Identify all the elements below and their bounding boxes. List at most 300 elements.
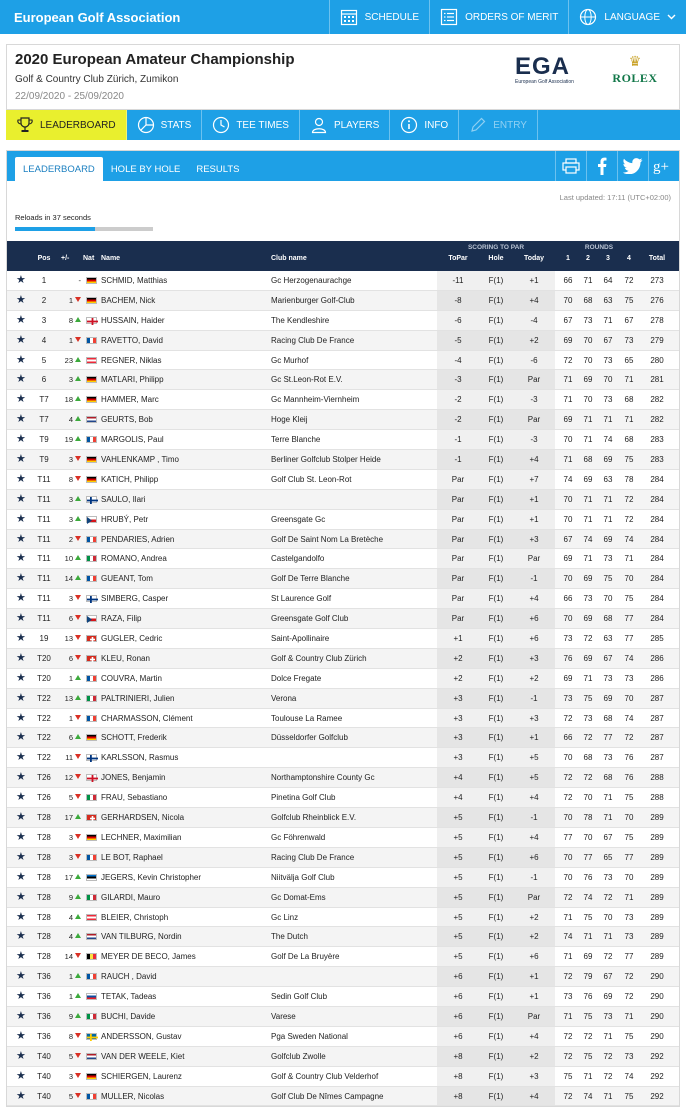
round-3-cell: 71 — [603, 932, 613, 942]
favorite-star-icon[interactable]: ★ — [16, 731, 26, 744]
header-name[interactable]: Name — [101, 255, 121, 262]
arrow-down-icon — [75, 794, 81, 799]
twitter-share-button[interactable] — [617, 151, 648, 181]
rolex-logo-text: ROLEX — [612, 71, 658, 85]
round-3-cell: 63 — [603, 295, 613, 305]
brand-title[interactable]: European Golf Association — [14, 9, 181, 25]
player-name[interactable]: ROMANO, Andrea — [101, 554, 167, 564]
to-par-cell: +5 — [453, 892, 463, 902]
print-button[interactable] — [555, 151, 586, 181]
round-3-cell: 63 — [603, 474, 613, 484]
to-par-cell: Par — [451, 534, 465, 544]
round-2-cell: 69 — [583, 952, 593, 962]
header-round-3: 3 — [606, 255, 610, 262]
table-row[interactable] — [7, 351, 679, 371]
favorite-star-icon[interactable]: ★ — [16, 1029, 26, 1042]
subtab-results[interactable]: RESULTS — [196, 163, 240, 175]
today-cell: +3 — [529, 713, 539, 723]
position-cell: T11 — [37, 574, 51, 584]
arrow-up-icon — [75, 695, 81, 700]
player-name[interactable]: VAN TILBURG, Nordin — [101, 932, 182, 942]
table-row[interactable] — [7, 669, 679, 689]
nation-flag-icon — [86, 754, 97, 761]
table-row[interactable] — [7, 808, 679, 828]
header-topar[interactable]: ToPar — [448, 255, 468, 262]
table-row[interactable] — [7, 450, 679, 470]
club-name: The Dutch — [271, 932, 308, 942]
favorite-star-icon[interactable]: ★ — [16, 751, 26, 764]
hole-cell: F(1) — [488, 554, 504, 564]
table-row[interactable] — [7, 331, 679, 351]
favorite-star-icon[interactable]: ★ — [16, 970, 26, 983]
nation-flag-icon — [86, 595, 97, 602]
table-row[interactable] — [7, 1007, 679, 1027]
favorite-star-icon[interactable]: ★ — [16, 433, 26, 446]
player-name[interactable]: PALTRINIERI, Julien — [101, 693, 175, 703]
round-4-cell: 78 — [624, 474, 634, 484]
player-name[interactable]: JONES, Benjamin — [101, 773, 166, 783]
table-row[interactable] — [7, 967, 679, 987]
arrow-down-icon — [75, 774, 81, 779]
language-label: LANGUAGE — [604, 11, 660, 23]
pen-icon — [469, 116, 487, 134]
favorite-star-icon[interactable]: ★ — [16, 592, 26, 605]
player-name[interactable]: PENDARIES, Adrien — [101, 534, 175, 544]
today-cell: +4 — [529, 455, 539, 465]
arrow-down-icon — [75, 615, 81, 620]
favorite-star-icon[interactable]: ★ — [16, 850, 26, 863]
favorite-star-icon[interactable]: ★ — [16, 413, 26, 426]
round-3-cell: 68 — [603, 713, 613, 723]
table-row[interactable] — [7, 609, 679, 629]
movement-cell — [59, 495, 81, 505]
round-3-cell: 64 — [603, 276, 613, 285]
favorite-star-icon[interactable]: ★ — [16, 333, 26, 346]
table-row[interactable] — [7, 370, 679, 390]
favorite-star-icon[interactable]: ★ — [16, 353, 26, 366]
nation-flag-icon — [86, 476, 97, 483]
player-name[interactable]: HRUBÝ, Petr — [101, 514, 149, 524]
favorite-star-icon[interactable]: ★ — [16, 691, 26, 704]
player-name[interactable]: KATICH, Philipp — [101, 474, 159, 484]
today-cell: +5 — [529, 753, 539, 763]
movement-value: 1 — [68, 992, 73, 1002]
round-4-cell: 75 — [624, 455, 634, 465]
favorite-star-icon[interactable]: ★ — [16, 890, 26, 903]
hole-cell: F(1) — [488, 892, 504, 902]
nation-flag-icon — [86, 933, 97, 940]
table-row[interactable] — [7, 549, 679, 569]
round-2-cell: 77 — [583, 852, 593, 862]
table-row[interactable] — [7, 311, 679, 331]
club-name: Castelgandolfo — [271, 554, 325, 564]
favorite-star-icon[interactable]: ★ — [16, 870, 26, 883]
round-3-cell: 69 — [603, 534, 613, 544]
player-name[interactable]: REGNER, Niklas — [101, 355, 162, 365]
movement-cell — [59, 455, 81, 465]
table-row[interactable] — [7, 868, 679, 888]
table-row[interactable] — [7, 908, 679, 928]
hole-cell: F(1) — [488, 872, 504, 882]
round-3-cell: 71 — [603, 1091, 613, 1101]
player-name[interactable]: SCHIERGEN, Laurenz — [101, 1071, 182, 1081]
club-name: Golf Club De Nîmes Campagne — [271, 1091, 384, 1101]
movement-value: 3 — [68, 494, 73, 504]
round-4-cell: 70 — [624, 693, 634, 703]
round-1-cell: 71 — [563, 952, 573, 962]
position-cell: T36 — [37, 1031, 51, 1041]
table-row[interactable] — [7, 410, 679, 430]
tab-entry[interactable] — [459, 110, 538, 140]
to-par-cell: +8 — [453, 1071, 463, 1081]
to-par-cell: +5 — [453, 813, 463, 823]
subtab-hole-by-hole[interactable]: HOLE BY HOLE — [110, 163, 181, 175]
hole-cell: F(1) — [488, 793, 504, 803]
nation-flag-icon — [86, 914, 97, 921]
table-row[interactable] — [7, 987, 679, 1007]
favorite-star-icon[interactable]: ★ — [16, 1009, 26, 1022]
round-4-cell: 75 — [624, 295, 634, 305]
subtab-leaderboard[interactable]: LEADERBOARD — [15, 157, 103, 181]
favorite-star-icon[interactable]: ★ — [16, 771, 26, 784]
player-name[interactable]: GUEANT, Tom — [101, 574, 153, 584]
to-par-cell: Par — [451, 574, 465, 584]
player-name[interactable]: MULLER, Nicolas — [101, 1091, 165, 1101]
today-cell: +1 — [529, 972, 539, 982]
favorite-star-icon[interactable]: ★ — [16, 910, 26, 923]
table-row[interactable] — [7, 768, 679, 788]
hole-cell: F(1) — [488, 415, 504, 425]
favorite-star-icon[interactable]: ★ — [16, 612, 26, 625]
round-4-cell: 67 — [624, 315, 634, 325]
today-cell: Par — [527, 554, 541, 564]
player-name[interactable]: JEGERS, Kevin Christopher — [101, 872, 202, 882]
favorite-star-icon[interactable]: ★ — [16, 552, 26, 565]
table-row[interactable] — [7, 728, 679, 748]
player-name[interactable]: MEYER DE BECO, James — [101, 952, 196, 962]
club-name: Racing Club De France — [271, 852, 355, 862]
to-par-cell: +5 — [453, 832, 463, 842]
table-row[interactable] — [7, 629, 679, 649]
round-3-cell: 72 — [603, 1051, 613, 1061]
player-name[interactable]: TETAK, Tadeas — [101, 992, 157, 1002]
favorite-star-icon[interactable]: ★ — [16, 472, 26, 485]
favorite-star-icon[interactable]: ★ — [16, 711, 26, 724]
position-cell: T36 — [37, 1011, 51, 1021]
round-3-cell: 75 — [603, 574, 613, 584]
favorite-star-icon[interactable]: ★ — [16, 1049, 26, 1062]
list-icon — [440, 8, 458, 26]
nation-flag-icon — [86, 615, 97, 622]
table-row[interactable] — [7, 1087, 679, 1107]
table-row[interactable] — [7, 828, 679, 848]
player-name[interactable]: SAULO, Ilari — [101, 494, 146, 504]
arrow-up-icon — [75, 357, 81, 362]
ega-logo-subtext: European Golf Association — [515, 79, 574, 85]
player-name[interactable]: KLEU, Ronan — [101, 653, 150, 663]
player-name[interactable]: GILARDI, Mauro — [101, 892, 161, 902]
tab-stats-label: STATS — [160, 119, 192, 131]
round-4-cell: 76 — [624, 753, 634, 763]
table-row[interactable] — [7, 848, 679, 868]
player-name[interactable]: RAVETTO, David — [101, 335, 163, 345]
round-3-cell: 73 — [603, 872, 613, 882]
schedule-link[interactable] — [329, 0, 429, 34]
table-row[interactable] — [7, 709, 679, 729]
player-name[interactable]: VAN DER WEELE, Kiet — [101, 1051, 185, 1061]
favorite-star-icon[interactable]: ★ — [16, 532, 26, 545]
player-name[interactable]: MATLARI, Philipp — [101, 375, 164, 385]
table-row[interactable] — [7, 649, 679, 669]
favorite-star-icon[interactable]: ★ — [16, 830, 26, 843]
tab-leaderboard[interactable] — [6, 110, 127, 140]
orders-of-merit-link[interactable] — [429, 0, 568, 34]
header-today[interactable]: Today — [523, 255, 545, 262]
to-par-cell: +3 — [453, 753, 463, 763]
to-par-cell: -5 — [454, 335, 462, 345]
hole-cell: F(1) — [488, 912, 504, 922]
movement-cell — [59, 893, 81, 903]
movement-value: 4 — [68, 415, 73, 425]
movement-value: 3 — [68, 832, 73, 842]
player-name[interactable]: BUCHI, Davide — [101, 1011, 156, 1021]
movement-value: 1 — [68, 335, 73, 345]
table-row[interactable] — [7, 748, 679, 768]
player-name[interactable]: HUSSAIN, Haider — [101, 315, 165, 325]
movement-cell — [59, 1012, 81, 1022]
header-pos[interactable]: Pos — [37, 255, 51, 262]
round-1-cell: 70 — [563, 574, 573, 584]
movement-cell — [59, 714, 81, 724]
favorite-star-icon[interactable]: ★ — [16, 453, 26, 466]
hole-cell: F(1) — [488, 713, 504, 723]
round-2-cell: 70 — [583, 832, 593, 842]
table-body — [7, 271, 679, 1106]
hole-cell: F(1) — [488, 673, 504, 683]
total-cell: 283 — [650, 455, 664, 465]
round-4-cell: 73 — [624, 673, 634, 683]
svg-text:g+: g+ — [653, 159, 669, 174]
nation-flag-icon — [86, 1093, 97, 1100]
hole-cell: F(1) — [488, 614, 504, 624]
movement-value: 14 — [64, 574, 73, 584]
favorite-star-icon[interactable]: ★ — [16, 492, 26, 505]
round-3-cell: 65 — [603, 852, 613, 862]
round-4-cell: 72 — [624, 276, 634, 285]
table-row[interactable] — [7, 470, 679, 490]
table-row[interactable] — [7, 569, 679, 589]
player-name[interactable]: MARGOLIS, Paul — [101, 435, 164, 445]
table-row[interactable] — [7, 1047, 679, 1067]
favorite-star-icon[interactable]: ★ — [16, 393, 26, 406]
round-1-cell: 70 — [563, 852, 573, 862]
round-3-cell: 77 — [603, 733, 613, 743]
position-cell: T22 — [37, 733, 51, 743]
round-3-cell: 70 — [603, 375, 613, 385]
player-name[interactable]: COUVRA, Martin — [101, 673, 162, 683]
table-row[interactable] — [7, 689, 679, 709]
favorite-star-icon[interactable]: ★ — [16, 274, 26, 286]
round-1-cell: 70 — [563, 514, 573, 524]
globe-icon — [579, 8, 597, 26]
total-cell: 286 — [650, 673, 664, 683]
favorite-star-icon[interactable]: ★ — [16, 1069, 26, 1082]
player-name[interactable]: GERHARDSEN, Nicola — [101, 813, 185, 823]
table-row[interactable] — [7, 888, 679, 908]
round-4-cell: 77 — [624, 852, 634, 862]
total-cell: 282 — [650, 395, 664, 405]
round-4-cell: 74 — [624, 534, 634, 544]
favorite-star-icon[interactable]: ★ — [16, 1089, 26, 1102]
tab-tee-times[interactable] — [202, 110, 300, 140]
player-name[interactable]: BLEIER, Christoph — [101, 912, 169, 922]
header-hole: Hole — [488, 255, 504, 262]
favorite-star-icon[interactable]: ★ — [16, 632, 26, 645]
player-name[interactable]: VAHLENKAMP , Timo — [101, 455, 179, 465]
table-row[interactable] — [7, 291, 679, 311]
position-cell: T9 — [39, 435, 49, 445]
movement-value: 1 — [68, 713, 73, 723]
player-name[interactable]: SCHOTT, Frederik — [101, 733, 167, 743]
today-cell: +4 — [529, 594, 539, 604]
today-cell: +4 — [529, 1091, 539, 1101]
hole-cell: F(1) — [488, 773, 504, 783]
favorite-star-icon[interactable]: ★ — [16, 950, 26, 963]
player-name[interactable]: HAMMER, Marc — [101, 395, 159, 405]
today-cell: +1 — [529, 992, 539, 1002]
hole-cell: F(1) — [488, 435, 504, 445]
today-cell: +2 — [529, 932, 539, 942]
table-row[interactable] — [7, 271, 679, 291]
round-1-cell: 76 — [563, 653, 573, 663]
favorite-star-icon[interactable]: ★ — [16, 572, 26, 585]
favorite-star-icon[interactable]: ★ — [16, 373, 26, 386]
player-name[interactable]: BACHEM, Nick — [101, 295, 156, 305]
favorite-star-icon[interactable]: ★ — [16, 791, 26, 804]
movement-value: 17 — [64, 813, 73, 823]
player-name[interactable]: FRAU, Sebastiano — [101, 793, 168, 803]
player-name[interactable]: GUGLER, Cedric — [101, 634, 163, 644]
today-cell: -4 — [530, 315, 538, 325]
table-row[interactable] — [7, 530, 679, 550]
round-4-cell: 71 — [624, 1011, 634, 1021]
table-row[interactable] — [7, 947, 679, 967]
hole-cell: F(1) — [488, 733, 504, 743]
nation-flag-icon — [86, 297, 97, 304]
to-par-cell: -8 — [454, 295, 462, 305]
today-cell: +1 — [529, 733, 539, 743]
tab-stats[interactable] — [127, 110, 203, 140]
position-cell: T26 — [37, 793, 51, 803]
round-2-cell: 69 — [583, 614, 593, 624]
total-cell: 276 — [650, 295, 664, 305]
player-name[interactable]: SIMBERG, Casper — [101, 594, 169, 604]
hole-cell: F(1) — [488, 693, 504, 703]
favorite-star-icon[interactable]: ★ — [16, 811, 26, 824]
hole-cell: F(1) — [488, 395, 504, 405]
round-4-cell: 71 — [624, 892, 634, 902]
round-1-cell: 70 — [563, 435, 573, 445]
favorite-star-icon[interactable]: ★ — [16, 651, 26, 664]
round-3-cell: 71 — [603, 514, 613, 524]
favorite-star-icon[interactable]: ★ — [16, 930, 26, 943]
position-cell: T28 — [37, 932, 51, 942]
table-row[interactable] — [7, 1067, 679, 1087]
header-total[interactable]: Total — [648, 255, 666, 262]
player-name[interactable]: KARLSSON, Rasmus — [101, 753, 179, 763]
arrow-up-icon — [75, 496, 81, 501]
table-row[interactable] — [7, 589, 679, 609]
table-row[interactable] — [7, 927, 679, 947]
round-3-cell: 70 — [603, 594, 613, 604]
round-4-cell: 72 — [624, 514, 634, 524]
movement-cell — [59, 1072, 81, 1082]
round-1-cell: 74 — [563, 474, 573, 484]
round-1-cell: 69 — [563, 673, 573, 683]
table-row[interactable] — [7, 390, 679, 410]
to-par-cell: +3 — [453, 693, 463, 703]
player-name[interactable]: ANDERSSON, Gustav — [101, 1031, 182, 1041]
favorite-star-icon[interactable]: ★ — [16, 512, 26, 525]
player-name[interactable]: GEURTS, Bob — [101, 415, 153, 425]
player-name[interactable]: RAZA, Filip — [101, 614, 142, 624]
movement-value: 23 — [64, 355, 73, 365]
favorite-star-icon[interactable]: ★ — [16, 313, 26, 326]
to-par-cell: Par — [451, 474, 465, 484]
hole-cell: F(1) — [488, 1051, 504, 1061]
calendar-icon — [340, 8, 358, 26]
google-plus-share-button[interactable] — [648, 151, 679, 181]
header-move: +/- — [61, 255, 70, 262]
round-3-cell: 72 — [603, 952, 613, 962]
hole-cell: F(1) — [488, 753, 504, 763]
table-row[interactable] — [7, 490, 679, 510]
to-par-cell: -2 — [454, 395, 462, 405]
favorite-star-icon[interactable]: ★ — [16, 990, 26, 1003]
chevron-down-icon — [667, 14, 676, 20]
club-name: Hoge Kleij — [271, 415, 308, 425]
movement-value: 1 — [68, 972, 73, 982]
round-4-cell: 68 — [624, 435, 634, 445]
position-cell: 2 — [41, 295, 47, 305]
language-menu[interactable] — [568, 0, 686, 34]
tab-info[interactable] — [390, 110, 459, 140]
favorite-star-icon[interactable]: ★ — [16, 671, 26, 684]
facebook-share-button[interactable] — [586, 151, 617, 181]
round-4-cell: 72 — [624, 494, 634, 504]
tab-players[interactable] — [300, 110, 390, 140]
table-row[interactable] — [7, 430, 679, 450]
round-1-cell: 69 — [563, 415, 573, 425]
table-row[interactable] — [7, 510, 679, 530]
pie-icon — [137, 116, 155, 134]
round-2-cell: 75 — [583, 1011, 593, 1021]
player-name[interactable]: SCHMID, Matthias — [101, 276, 168, 285]
table-row[interactable] — [7, 1027, 679, 1047]
club-name: Golfclub Rheinblick E.V. — [271, 813, 357, 823]
arrow-down-icon — [75, 337, 81, 342]
player-name[interactable]: CHARMASSON, Clément — [101, 713, 193, 723]
club-name: Golf & Country Club Velderhof — [271, 1071, 379, 1081]
movement-value: 5 — [68, 793, 73, 803]
favorite-star-icon[interactable]: ★ — [16, 293, 26, 306]
movement-cell — [59, 913, 81, 923]
player-name[interactable]: RAUCH , David — [101, 972, 157, 982]
position-cell: T28 — [37, 912, 51, 922]
player-name[interactable]: LECHNER, Maximilian — [101, 832, 182, 842]
table-row[interactable] — [7, 788, 679, 808]
player-name[interactable]: LE BOT, Raphael — [101, 852, 163, 862]
